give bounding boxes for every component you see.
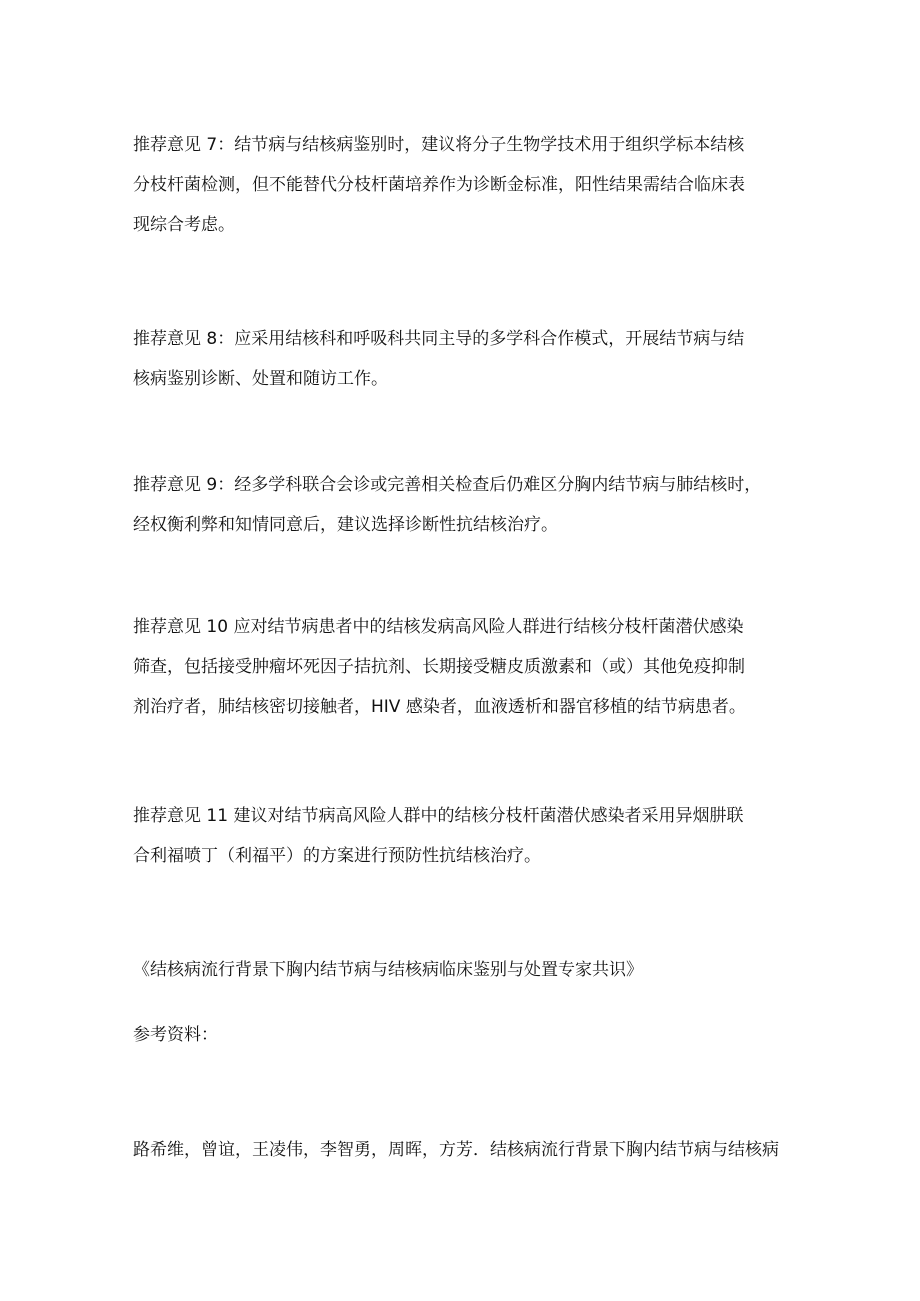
- text-line: 现综合考虑。: [133, 215, 235, 235]
- recommendation-8: [133, 319, 803, 399]
- text-line: 推荐意见 11 建议对结节病高风险人群中的结核分枝杆菌潜伏感染者采用异烟肼联: [133, 806, 744, 826]
- recommendation-7: [133, 125, 803, 245]
- text-line: 分枝杆菌检测，但不能替代分枝杆菌培养作为诊断金标准，阳性结果需结合临床表: [133, 175, 745, 195]
- recommendation-9: [133, 465, 803, 545]
- reference-entry: [133, 1130, 803, 1170]
- recommendation-10: [133, 607, 803, 727]
- text-line: 推荐意见 8：应采用结核科和呼吸科共同主导的多学科合作模式，开展结节病与结: [133, 329, 745, 349]
- recommendation-11: [133, 796, 803, 876]
- references-heading-text: 参考资料：: [133, 1025, 218, 1045]
- text-line: 推荐意见 9：经多学科联合会诊或完善相关检查后仍难区分胸内结节病与肺结核时，: [133, 475, 762, 495]
- text-line: 推荐意见 10 应对结节病患者中的结核发病高风险人群进行结核分枝杆菌潜伏感染: [133, 617, 744, 637]
- source-title: [133, 950, 803, 990]
- text-line: 推荐意见 7：结节病与结核病鉴别时，建议将分子生物学技术用于组织学标本结核: [133, 135, 745, 155]
- text-line: 筛查，包括接受肿瘤坏死因子拮抗剂、长期接受糖皮质激素和（或）其他免疫抑制: [133, 657, 745, 677]
- text-line: 合利福喷丁（利福平）的方案进行预防性抗结核治疗。: [133, 846, 541, 866]
- source-title-text: 《结核病流行背景下胸内结节病与结核病临床鉴别与处置专家共识》: [133, 960, 643, 980]
- text-line: 核病鉴别诊断、处置和随访工作。: [133, 369, 388, 389]
- reference-text: 路希维，曾谊，王凌伟，李智勇，周晖，方芳．结核病流行背景下胸内结节病与结核病: [133, 1140, 779, 1160]
- text-line: 经权衡利弊和知情同意后，建议选择诊断性抗结核治疗。: [133, 515, 558, 535]
- references-heading: [133, 1015, 803, 1055]
- text-line: 剂治疗者，肺结核密切接触者，HIV 感染者，血液透析和器官移植的结节病患者。: [133, 697, 746, 717]
